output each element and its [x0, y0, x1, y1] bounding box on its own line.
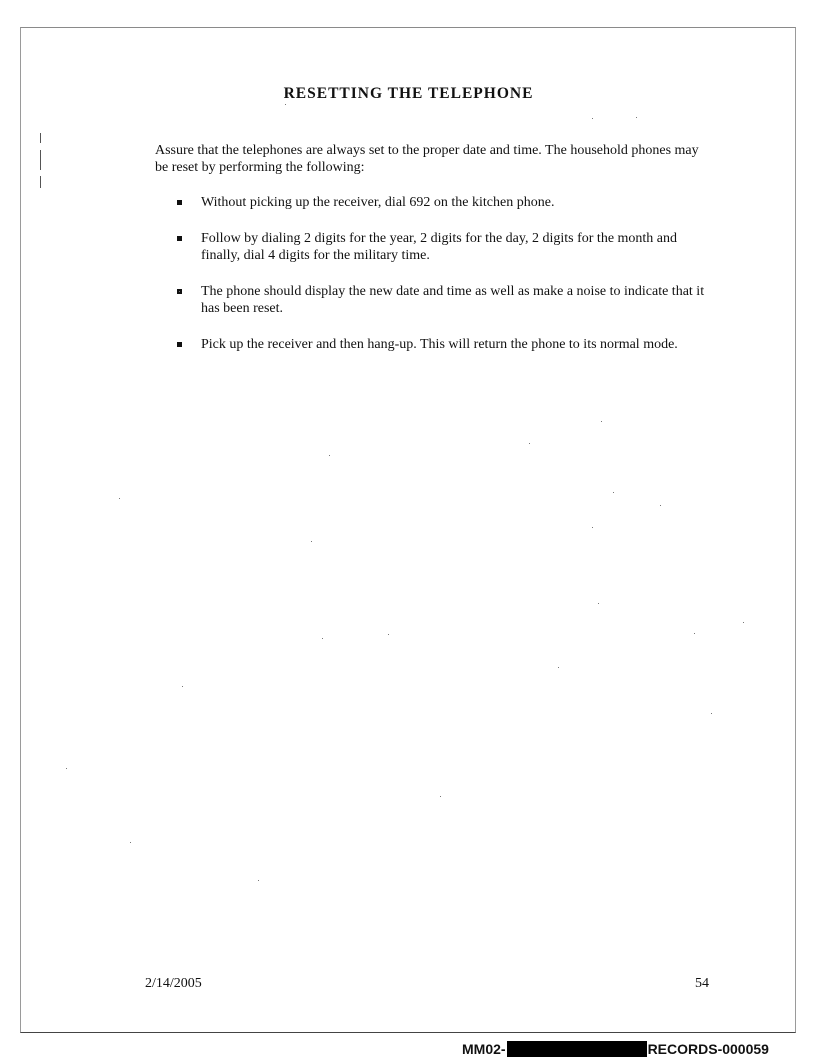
step-text: Pick up the receiver and then hang-up. This will return the phone to its normal mode. [201, 337, 678, 352]
steps-list [177, 194, 717, 372]
scan-speck [322, 638, 323, 639]
scan-speck [592, 527, 593, 528]
list-item [177, 336, 717, 353]
scan-speck [285, 104, 286, 105]
margin-tick-mark [40, 150, 41, 170]
scan-speck [636, 117, 637, 118]
scan-speck [558, 667, 559, 668]
margin-tick-mark [40, 176, 41, 188]
step-text: The phone should display the new date and time as well as make a noise to indicate that it has been reset. [201, 284, 705, 316]
step-text: Without picking up the receiver, dial 692 on the kitchen phone. [201, 195, 555, 210]
scan-speck [660, 505, 661, 506]
redaction-bar [507, 1041, 647, 1057]
scan-speck [743, 622, 744, 623]
list-item [177, 194, 717, 211]
scan-speck [598, 603, 599, 604]
square-bullet-icon [177, 236, 182, 241]
square-bullet-icon [177, 200, 182, 205]
scan-speck [179, 291, 180, 292]
step-text: Follow by dialing 2 digits for the year, 2 digits for the day, 2 digits for the month and finally, dial 4 digits for the military time. [201, 231, 678, 263]
scan-speck [130, 842, 131, 843]
bates-stamp [462, 1041, 769, 1057]
scan-speck [182, 686, 183, 687]
scan-speck [119, 498, 120, 499]
scan-speck [66, 768, 67, 769]
page-frame [20, 27, 796, 1033]
scan-speck [694, 633, 695, 634]
page-title: RESETTING THE TELEPHONE [283, 85, 534, 102]
scan-speck [592, 118, 593, 119]
bates-suffix: RECORDS-000059 [647, 1041, 769, 1057]
list-item [177, 283, 717, 317]
scan-speck [711, 713, 712, 714]
scan-speck [311, 541, 312, 542]
scan-speck [613, 492, 614, 493]
footer-date: 2/14/2005 [145, 976, 202, 991]
bates-prefix: MM02- [462, 1041, 506, 1057]
margin-tick-mark [40, 133, 41, 143]
scan-speck [329, 455, 330, 456]
scan-speck [529, 443, 530, 444]
intro-paragraph: Assure that the telephones are always set to the proper date and time. The household phones may be reset by performing the following: [155, 143, 699, 175]
scan-speck [601, 421, 602, 422]
scan-speck [258, 880, 259, 881]
list-item [177, 230, 717, 264]
scan-speck [388, 634, 389, 635]
footer-page-number: 54 [695, 976, 709, 991]
square-bullet-icon [177, 342, 182, 347]
scan-speck [440, 796, 441, 797]
